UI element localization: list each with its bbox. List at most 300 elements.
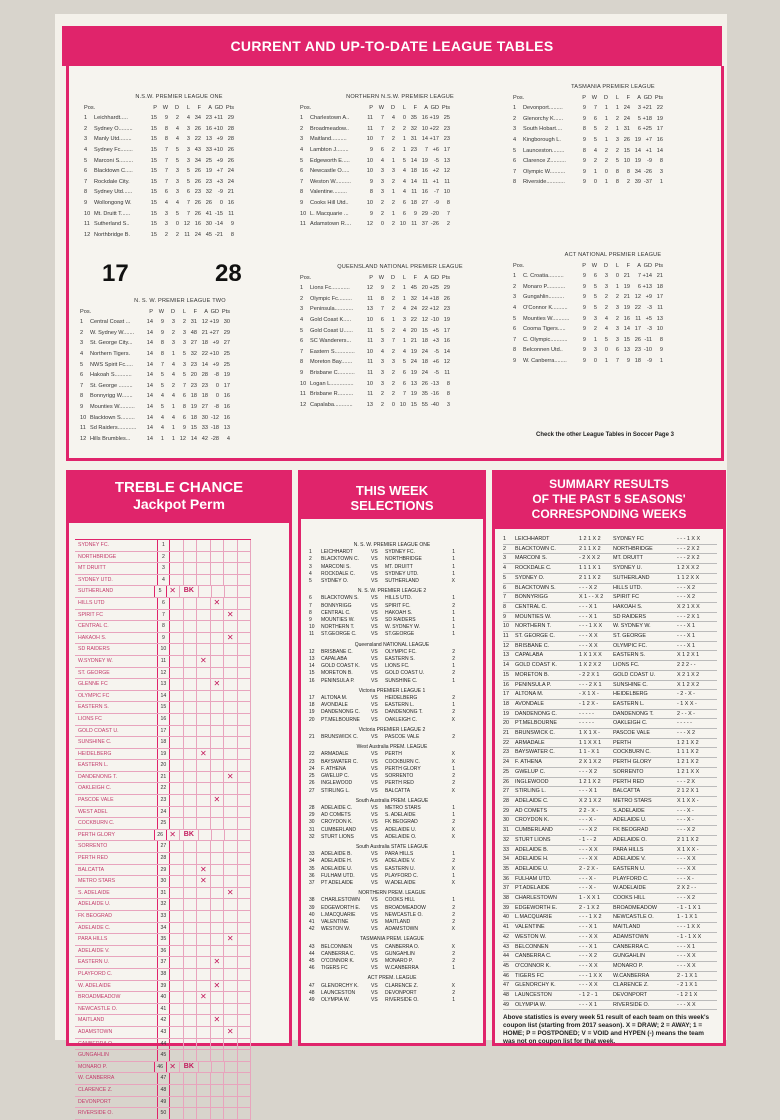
table-cell: 7 (164, 178, 168, 185)
table-header-cell: F (193, 308, 197, 315)
table-cell: Cooma Tigers..... (523, 326, 566, 333)
table-cell: Blacktown C..... (94, 168, 133, 175)
selection-section-title: South Australia STATE LEAGUE (355, 843, 429, 850)
selection-row (309, 919, 475, 926)
treble-cell (197, 540, 210, 551)
treble-cell (197, 853, 210, 864)
summary-cell: 1 (503, 536, 506, 542)
table-row (513, 356, 713, 367)
table-cell: 3 (182, 329, 186, 336)
summary-cell: - - - X 1 (677, 642, 695, 649)
table-row (300, 357, 500, 368)
table-cell: 24 (227, 178, 234, 185)
table-cell: 15 (150, 189, 157, 196)
table-cell: 7 (164, 168, 168, 175)
selection-row (309, 556, 475, 563)
selection-row (309, 812, 475, 819)
treble-row (75, 668, 251, 680)
table-cell: 18 (190, 414, 197, 421)
table-cell: 1 (659, 357, 663, 364)
summary-cell: 39 (503, 904, 509, 911)
table-cell: Marconi S......... (94, 157, 134, 164)
summary-cell: STIRLING L. (515, 788, 546, 795)
table-cell: 5 (160, 382, 164, 389)
table-cell: 4 (402, 306, 406, 313)
summary-row (503, 894, 717, 904)
table-cell: 8 (615, 179, 619, 186)
table-cell: 6 (84, 168, 88, 175)
treble-cell (224, 737, 237, 748)
table-cell: 2 (380, 210, 384, 217)
table-row (513, 292, 713, 303)
table-cell: 5 (182, 350, 186, 357)
table-header-cell: Pts (221, 308, 230, 315)
treble-cell: ✕ (224, 934, 237, 945)
table-row (80, 391, 280, 402)
selection-cell: 6 (309, 595, 312, 602)
table-cell: Devonport......... (523, 105, 563, 112)
table-cell: 5 (160, 403, 164, 410)
summary-cell: PT.MELBOURNE (515, 720, 557, 727)
treble-cell (211, 1085, 224, 1096)
summary-cell: - - - X 1 (579, 788, 597, 795)
treble-cell (184, 853, 197, 864)
treble-cell (238, 899, 251, 910)
treble-team-name: S. ADELAIDE (75, 888, 158, 899)
summary-cell: ADELAIDE U. (515, 865, 549, 872)
treble-cell (170, 621, 183, 632)
selection-section-title: Victoria PREMIER LEAGUE 2 (358, 726, 426, 733)
treble-row (75, 575, 251, 587)
summary-cell: LAUNCESTON (515, 992, 552, 999)
selection-cell: OAKLEIGH C. (385, 716, 417, 723)
summary-cell: BONNYRIGG (515, 594, 548, 601)
table-cell: 8 (626, 168, 630, 175)
table-cell: Cooks Hill Utd.. (310, 199, 349, 206)
treble-row (75, 853, 251, 865)
table-cell: 4 (160, 393, 164, 400)
summary-cell: 1 - X X 1 (579, 895, 600, 902)
table-cell: +17 (429, 136, 439, 143)
summary-cell: - - - X 2 (677, 594, 695, 601)
table-cell: 2 (391, 199, 395, 206)
table-title: TASMANIA PREMIER LEAGUE (571, 84, 655, 90)
table-header-cell: F (413, 104, 417, 111)
treble-cell (170, 992, 183, 1003)
summary-cell: HEIDELBERG (613, 691, 648, 698)
selection-cell: 36 (309, 872, 315, 879)
selection-cell: SYDNEY UTD. (385, 570, 419, 577)
table-cell: C. Croatia.......... (523, 273, 564, 280)
table-cell: 8 (446, 199, 450, 206)
table-cell: 55 (421, 401, 428, 408)
treble-cell (211, 1050, 224, 1061)
treble-cell (170, 575, 183, 586)
table-cell: 3 (391, 359, 395, 366)
table-header-cell: Pos. (84, 104, 96, 111)
treble-cell (170, 981, 183, 992)
table-cell: 7 (186, 199, 190, 206)
table-cell: 11 (367, 125, 373, 132)
table-header-cell: Pts (654, 262, 663, 269)
treble-cell (238, 610, 251, 621)
treble-cell (238, 644, 251, 655)
selection-cell: 42 (309, 926, 315, 933)
table-cell: 9 (300, 369, 304, 376)
treble-cell: ✕ (197, 992, 210, 1003)
treble-cell (238, 946, 251, 957)
treble-cell (238, 540, 251, 551)
table-cell: 30 (223, 319, 230, 326)
table-cell: 5 (175, 157, 179, 164)
table-cell: 34 (194, 115, 201, 122)
treble-cell: ✕ (211, 795, 224, 806)
selection-cell: HEIDELBERG (385, 695, 418, 702)
treble-team-name: SPIRIT FC (75, 610, 158, 621)
table-cell: 4 (402, 327, 406, 334)
table-cell: +9 (216, 157, 223, 164)
selection-cell: VS (371, 695, 378, 702)
treble-cell (170, 888, 183, 899)
table-cell: 5 (593, 126, 597, 133)
table-cell: 3 (593, 315, 597, 322)
selection-cell: VS (371, 549, 378, 556)
table-cell: 5 (182, 372, 186, 379)
summary-cell: 2 2 2 - - (677, 662, 696, 669)
summary-row (503, 564, 717, 574)
summary-row (503, 681, 717, 691)
treble-cell (170, 934, 183, 945)
table-cell: -13 (430, 380, 439, 387)
treble-row-number: 50 (158, 1108, 171, 1119)
summary-cell: 36 (503, 875, 509, 882)
table-cell: 35 (410, 115, 417, 122)
selection-cell: 17 (309, 695, 315, 702)
table-cell: -8 (214, 403, 219, 410)
treble-cell (170, 876, 183, 887)
table-cell: 1 (160, 435, 164, 442)
selection-cell: CLARENCE Z. (385, 982, 419, 989)
selection-section-title: TASMANIA PREM. LEAGUE (360, 936, 424, 943)
selection-row (309, 944, 475, 951)
table-cell: 34 (634, 168, 641, 175)
table-cell: NWS Spirit Fc..... (90, 361, 133, 368)
summary-cell: PERTH (613, 739, 632, 746)
table-cell: 8 (615, 168, 619, 175)
treble-cell (184, 621, 197, 632)
table-cell: 11 (184, 231, 190, 238)
treble-row-number: 42 (158, 1015, 171, 1026)
treble-cell (184, 1039, 197, 1050)
summary-cell: X 1 - - X 2 (579, 594, 604, 601)
selection-cell: 1 (452, 677, 455, 684)
table-row (300, 113, 500, 124)
treble-cell: ✕ (211, 957, 224, 968)
summary-cell: 49 (503, 1001, 509, 1008)
treble-cell (184, 772, 197, 783)
table-cell: 4 (175, 136, 179, 143)
table-cell: 15 (150, 231, 157, 238)
table-cell: 7 (380, 306, 384, 313)
treble-cell (170, 714, 183, 725)
selection-cell: VS (371, 826, 378, 833)
treble-cell (184, 644, 197, 655)
table-cell: 7 (186, 210, 190, 217)
table-cell: 2 (593, 158, 597, 165)
treble-cell (199, 1062, 212, 1073)
summary-cell: - - - X - (677, 817, 694, 824)
table-cell: 10 (366, 316, 373, 323)
summary-cell: - - - X 2 (677, 895, 695, 902)
treble-cell (170, 760, 183, 771)
treble-cell (184, 783, 197, 794)
summary-cell: 1 2 1 X X (677, 768, 700, 775)
treble-row (75, 888, 251, 900)
treble-row-number: 43 (158, 1027, 171, 1038)
table-row (513, 177, 713, 188)
selection-cell: VS (371, 943, 378, 950)
table-cell: 21 (623, 294, 630, 301)
summary-cell: 29 (503, 807, 509, 814)
table-cell: Leichhardt..... (94, 115, 128, 122)
treble-cell (238, 1062, 251, 1073)
table-row (513, 146, 713, 157)
selection-row (309, 866, 475, 873)
summary-cell: - - - 2 X (677, 778, 695, 785)
summary-cell: 1 2 1 X 2 (579, 536, 601, 542)
table-cell: 1 (171, 350, 175, 357)
treble-cell (184, 981, 197, 992)
summary-cell: - - - X 2 (579, 953, 597, 960)
selection-cell: 7 (309, 602, 312, 609)
treble-cell (197, 1085, 210, 1096)
table-cell: 7 (380, 115, 384, 122)
summary-cell: - - - X X (677, 856, 696, 863)
table-cell: 22 (634, 304, 641, 311)
treble-cell (225, 586, 238, 597)
treble-cell (184, 760, 197, 771)
treble-cell (211, 737, 224, 748)
treble-row (75, 795, 251, 807)
table-cell: 2 (380, 391, 384, 398)
selection-cell: DANDENONG T. (385, 709, 423, 716)
summary-cell: MT. DRUITT (613, 555, 643, 562)
table-cell: 34 (194, 157, 201, 164)
selection-row (309, 564, 475, 571)
table-cell: L. Macquarie ... (310, 210, 349, 217)
selection-cell: 24 (309, 765, 315, 772)
table-cell: 5 (175, 146, 179, 153)
table-cell: 1 (615, 283, 619, 290)
table-cell: 42 (201, 435, 208, 442)
treble-cell (211, 1027, 224, 1038)
selection-row (309, 897, 475, 904)
selection-cell: X (451, 751, 455, 758)
treble-cell (197, 969, 210, 980)
table-cell: 10 (656, 326, 663, 333)
summary-cell: 16 (503, 681, 509, 688)
table-cell: 14 (146, 329, 153, 336)
table-cell: 10 (366, 380, 373, 387)
selection-cell: 41 (309, 918, 315, 925)
table-header-row (300, 273, 500, 284)
table-cell: 29 (227, 115, 234, 122)
selection-row (309, 983, 475, 990)
selection-cell: BLACKTOWN S. (321, 595, 359, 602)
summary-cell: 17 (503, 691, 509, 698)
selection-cell: VS (371, 656, 378, 663)
table-cell: 1 (84, 115, 88, 122)
table-title: NORTHERN N.S.W. PREMIER LEAGUE (346, 94, 454, 100)
table-cell: Rockdale City. (94, 178, 130, 185)
summary-cell: 34 (503, 856, 509, 863)
selection-cell: 21 (309, 734, 315, 741)
selection-cell: X (451, 879, 455, 886)
summary-cell: - 1 - 1 X X (677, 933, 702, 940)
treble-cell (238, 841, 251, 852)
selection-row (309, 734, 475, 741)
table-cell: 17 (443, 146, 450, 153)
summary-cell: - - - X 1 (579, 1001, 597, 1008)
table-cell: 10 (366, 168, 373, 175)
table-cell: Bonnyrigg W....... (90, 393, 133, 400)
table-header-cell: A (204, 308, 208, 315)
table-cell: Blacktown S......... (90, 414, 135, 421)
summary-row (503, 865, 717, 875)
table-cell: +3 (432, 338, 439, 345)
summary-row (503, 748, 717, 758)
summary-row (503, 719, 717, 729)
table-header-cell: Pos. (80, 308, 92, 315)
table-row (513, 303, 713, 314)
treble-cell (184, 540, 197, 551)
selection-cell: NEWCASTLE O. (385, 911, 423, 918)
table-cell: 10 (399, 401, 406, 408)
table-row (513, 167, 713, 178)
selection-cell: 1 (452, 996, 455, 1003)
table-cell: 22 (421, 306, 428, 313)
table-row (300, 315, 500, 326)
table-header-cell: W (162, 104, 168, 111)
table-header-cell: W (158, 308, 164, 315)
selection-cell: CENTRAL C. (321, 609, 351, 616)
summary-cell: ROCKDALE C. (515, 565, 552, 572)
table-cell: 14 (146, 361, 153, 368)
treble-cell (184, 911, 197, 922)
treble-cell (224, 598, 237, 609)
treble-row (75, 656, 251, 668)
table-cell: 1 (171, 435, 175, 442)
table-cell: 5 (80, 361, 84, 368)
treble-row-number: 31 (158, 888, 171, 899)
table-cell: 19 (410, 348, 417, 355)
summary-cell: - - - X 1 (677, 633, 695, 640)
treble-cell (238, 598, 251, 609)
table-cell: 13 (623, 347, 630, 354)
table-cell: 9 (582, 294, 586, 301)
table-cell: 9 (582, 347, 586, 354)
selection-cell: 8 (309, 609, 312, 616)
table-cell: 1 (604, 357, 608, 364)
table-cell: 1 (391, 157, 395, 164)
selection-cell: GLENORCHY K. (321, 982, 359, 989)
table-cell: 2 (175, 231, 179, 238)
table-header-spacer (94, 103, 146, 114)
table-cell: 3 (175, 189, 179, 196)
table-cell: 1 (80, 319, 84, 326)
table-cell: Olympic W.......... (523, 168, 566, 175)
summary-cell: 6 (503, 584, 506, 591)
table-cell: 3 (615, 136, 619, 143)
table-cell: 3 (164, 210, 168, 217)
summary-cell: COCKBURN C. (613, 749, 651, 756)
treble-cell (170, 1085, 183, 1096)
treble-cell (224, 923, 237, 934)
treble-row (75, 691, 251, 703)
table-cell: 9 (84, 199, 88, 206)
table-cell: 2 (391, 295, 395, 302)
table-cell: 2 (626, 179, 630, 186)
selection-cell: 35 (309, 865, 315, 872)
treble-cell (211, 621, 224, 632)
summary-cell: PT.ADELAIDE (515, 885, 550, 892)
table-row (80, 317, 280, 328)
selection-cell: EDGEWORTH E. (321, 904, 361, 911)
treble-cell (224, 621, 237, 632)
table-row (84, 134, 274, 145)
table-cell: 6 (300, 168, 304, 175)
selection-cell: OLYMPIA W. (321, 996, 350, 1003)
treble-cell (170, 656, 183, 667)
table-cell: 23 (443, 306, 450, 313)
summary-cell: 2 X 1 X 2 (579, 759, 602, 766)
table-cell: 1 (604, 179, 608, 186)
treble-row (75, 714, 251, 726)
summary-cell: - - - - - (579, 720, 594, 727)
treble-cell: ✕ (224, 633, 237, 644)
summary-cell: - - - X 1 (579, 613, 597, 620)
table-cell: SC Wanderers... (310, 338, 352, 345)
summary-cell: - - - X X (579, 933, 598, 940)
treble-cell (211, 818, 224, 829)
treble-row-number: 26 (155, 830, 167, 841)
selection-cell: VS (371, 780, 378, 787)
treble-team-name: W.SYDNEY W. (75, 656, 158, 667)
selection-row (309, 951, 475, 958)
table-cell: Brisbane R.......... (310, 391, 354, 398)
treble-cell (238, 783, 251, 794)
table-cell: +9 (212, 361, 219, 368)
treble-cell (224, 992, 237, 1003)
table-cell: 5 (615, 158, 619, 165)
selection-cell: 2 (452, 780, 455, 787)
selection-cell: DANDENONG C. (321, 709, 360, 716)
table-row (84, 177, 274, 188)
treble-cell (238, 807, 251, 818)
summary-cell: - 2 1 X 1 (677, 982, 698, 989)
table-cell: 9 (582, 168, 586, 175)
treble-cell (211, 888, 224, 899)
treble-row-number: 8 (158, 621, 171, 632)
table-cell: 24 (623, 105, 630, 112)
table-cell: 9 (582, 179, 586, 186)
table-cell: +5 (645, 315, 652, 322)
treble-cell (170, 911, 183, 922)
selection-cell: GWELUP C. (321, 773, 349, 780)
summary-cell: OAKLEIGH C. (613, 720, 648, 727)
summary-cell: 12 (503, 642, 509, 649)
table-header-cell: Pts (225, 104, 234, 111)
